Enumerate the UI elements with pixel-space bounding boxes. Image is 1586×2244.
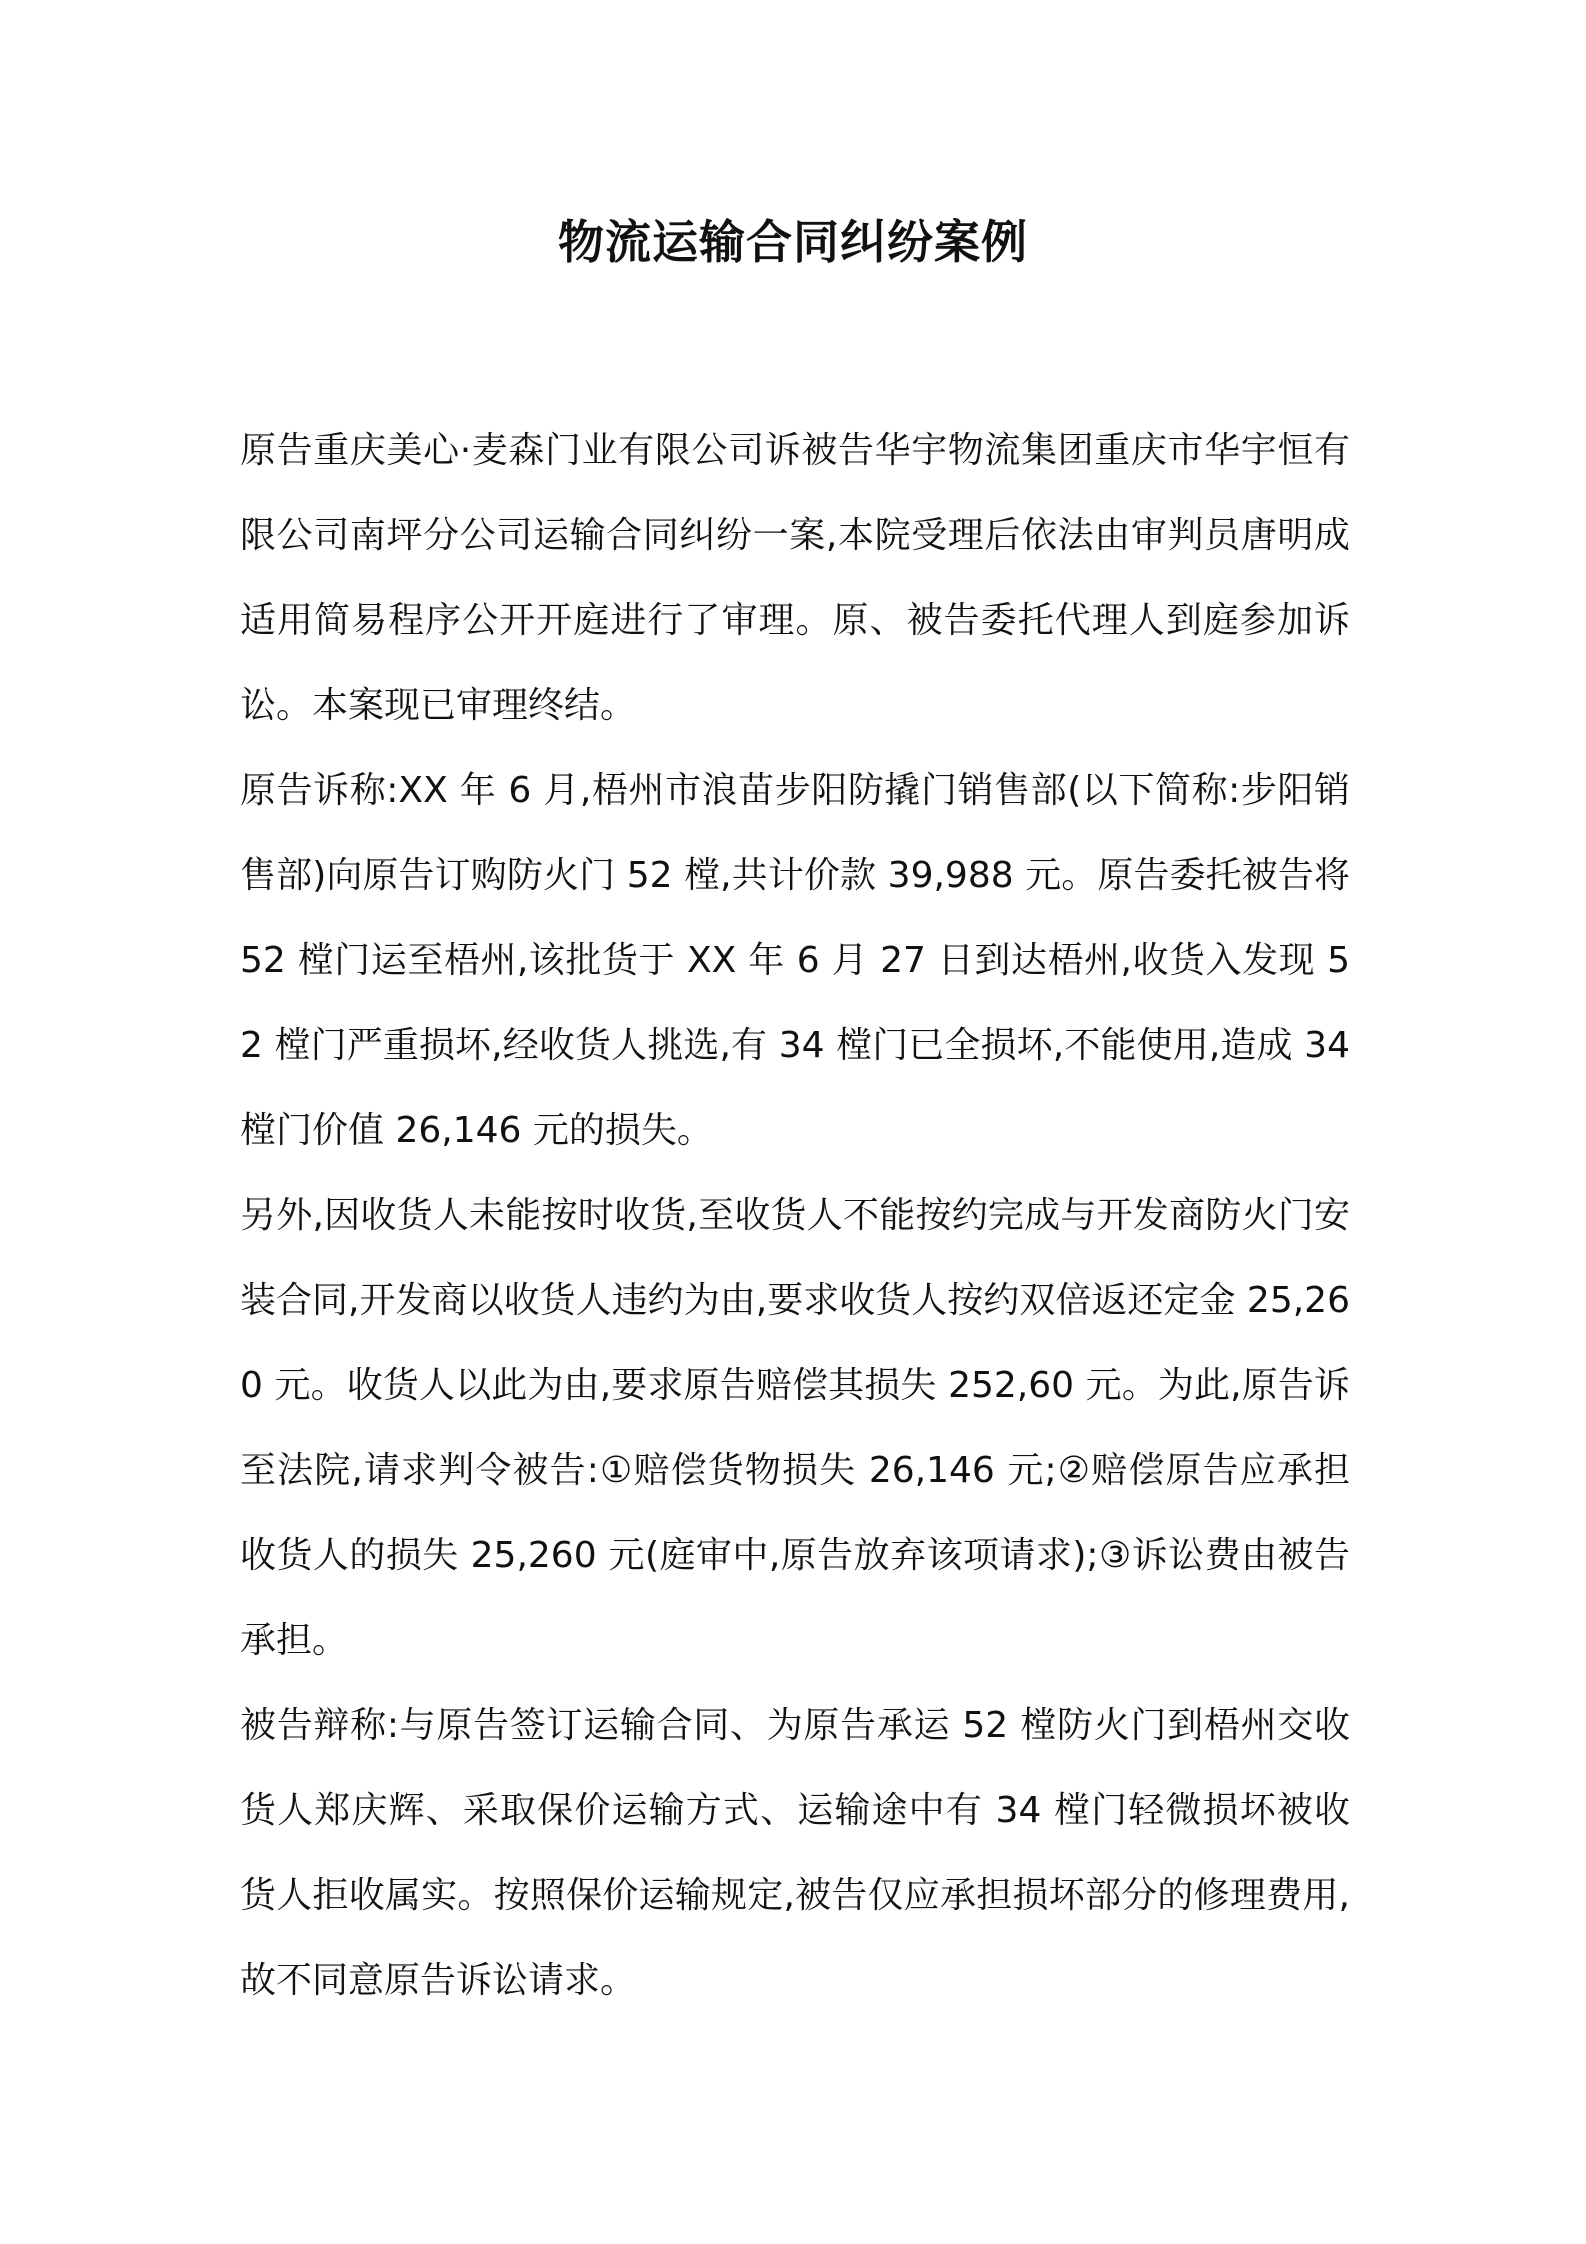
paragraph-case-intro: 原告重庆美心·麦森门业有限公司诉被告华宇物流集团重庆市华宇恒有限公司南坪分公司运输合同纠纷一案,本院受理后依法由审判员唐明成适用简易程序公开开庭进行了审理。原、被告委托代理人到庭参加诉讼。本案现已审理终结。 <box>240 430 1350 726</box>
paragraph-additional-loss: 另外,因收货人未能按时收货,至收货人不能按约完成与开发商防火门安装合同,开发商以收货人违约为由,要求收货人按约双倍返还定金 25,260 元。收货人以此为由,要求原告赔偿其损失 252,60 元。为此,原告诉至法院,请求判令被告:①赔偿货物损失 26,146 元;②赔偿原告应承担收货人的损失 25,260 元(庭审中,原告放弃该项请求);③诉讼费由被告承担。 <box>240 1195 1350 1661</box>
paragraph-plaintiff-claim: 原告诉称:XX 年 6 月,梧州市浪苗步阳防撬门销售部(以下简称:步阳销售部)向原告订购防火门 52 樘,共计价款 39,988 元。原告委托被告将 52 樘门运至梧州,该批货于 XX 年 6 月 27 日到达梧州,收货入发现 52 樘门严重损坏,经收货人挑选,有 34 樘门已全损坏,不能使用,造成 34 樘门价值 26,146 元的损失。 <box>240 770 1350 1151</box>
document-title: 物流运输合同纠纷案例 <box>558 215 1028 269</box>
document-body <box>240 408 1350 2023</box>
paragraph-defendant-defense: 被告辩称:与原告签订运输合同、为原告承运 52 樘防火门到梧州交收货人郑庆辉、采取保价运输方式、运输途中有 34 樘门轻微损坏被收货人拒收属实。按照保价运输规定,被告仅应承担损坏部分的修理费用,故不同意原告诉讼请求。 <box>240 1705 1350 2001</box>
